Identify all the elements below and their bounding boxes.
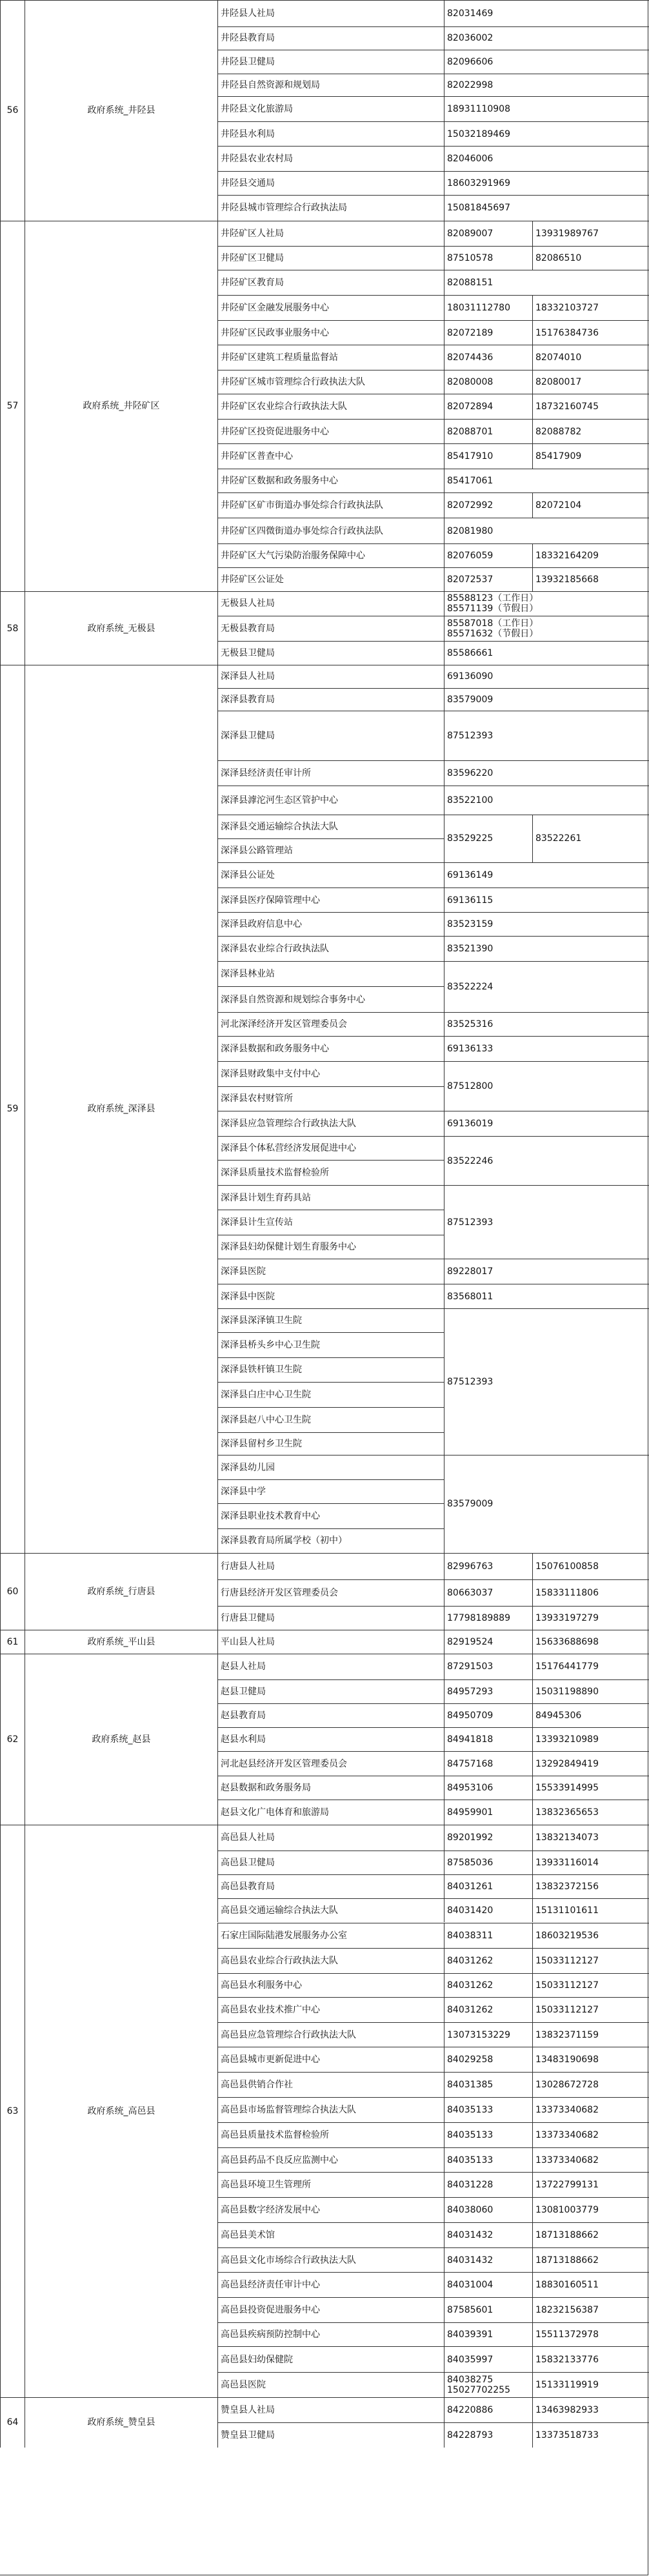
phone-secondary: 15833111806 [532, 1579, 649, 1606]
row-number: 64 [0, 2397, 25, 2448]
unit-name: 高邑县人社局 [217, 1825, 444, 1850]
phone-primary: 83529225 [444, 815, 532, 863]
phone-primary: 87291503 [444, 1654, 532, 1679]
unit-name: 深泽县农村财管所 [217, 1086, 444, 1110]
phone-secondary: 13933116014 [532, 1851, 649, 1874]
unit-name: 深泽县滹沱河生态区管护中心 [217, 786, 444, 815]
unit-name: 深泽县质量技术监督检验所 [217, 1160, 444, 1185]
unit-name: 深泽县数据和政务服务中心 [217, 1036, 444, 1061]
phone-primary: 84031385 [444, 2072, 532, 2097]
unit-name: 深泽县应急管理综合行政执法大队 [217, 1111, 444, 1136]
phone-primary: 84039391 [444, 2322, 532, 2346]
unit-name: 深泽县赵八中心卫生院 [217, 1407, 444, 1432]
row-number: 56 [0, 0, 25, 221]
unit-name: 井陉县人社局 [217, 0, 444, 26]
phone-secondary: 13393210989 [532, 1727, 649, 1751]
unit-name: 井陉矿区投资促进服务中心 [217, 419, 444, 443]
phone: 85588123（工作日） 85571139（节假日） [444, 591, 649, 615]
phone: 83523159 [444, 912, 649, 936]
phone-secondary: 15033112127 [532, 1948, 649, 1973]
phone-primary: 84031262 [444, 1948, 532, 1973]
phone-primary: 84031432 [444, 2247, 532, 2271]
unit-name: 井陉县自然资源和规划局 [217, 74, 444, 96]
phone: 82022998 [444, 74, 649, 96]
row-number: 60 [0, 1553, 25, 1630]
unit-name: 高邑县投资促进服务中心 [217, 2297, 444, 2322]
phone-primary: 18031112780 [444, 295, 532, 320]
unit-name: 高邑县城市更新促进中心 [217, 2047, 444, 2072]
unit-name: 高邑县疾病预防控制中心 [217, 2322, 444, 2346]
unit-name: 井陉县城市管理综合行政执法局 [217, 195, 444, 220]
phone-primary: 84031420 [444, 1898, 532, 1922]
system-name: 政府系统_深泽县 [25, 665, 217, 1552]
unit-name: 赵县教育局 [217, 1703, 444, 1727]
phone-secondary: 13028672728 [532, 2072, 649, 2097]
phone: 69136133 [444, 1036, 649, 1061]
phone-primary: 82072537 [444, 567, 532, 591]
phone-secondary: 13832134073 [532, 1825, 649, 1850]
unit-name: 井陉县教育局 [217, 26, 444, 49]
unit-name: 井陉矿区农业综合行政执法大队 [217, 394, 444, 419]
phone-primary: 82072992 [444, 492, 532, 518]
unit-name: 高邑县农业综合行政执法大队 [217, 1948, 444, 1973]
unit-name: 深泽县公证处 [217, 862, 444, 887]
phone: 83522100 [444, 786, 649, 815]
phone-primary: 82088701 [444, 419, 532, 443]
phone-primary: 89201992 [444, 1825, 532, 1850]
phone-secondary: 13931989767 [532, 221, 649, 246]
phone-primary: 82080008 [444, 370, 532, 394]
row-number: 62 [0, 1654, 25, 1825]
phone-secondary: 18713188662 [532, 2222, 649, 2247]
phone-primary: 82072894 [444, 394, 532, 419]
phone: 82081980 [444, 518, 649, 543]
phone: 15032189469 [444, 121, 649, 145]
phone-secondary: 18732160745 [532, 394, 649, 419]
unit-name: 高邑县文化市场综合行政执法大队 [217, 2247, 444, 2271]
phone-secondary: 82074010 [532, 345, 649, 370]
phone-secondary: 13932185668 [532, 567, 649, 591]
phone-secondary: 18830160511 [532, 2272, 649, 2297]
phone-primary: 82076059 [444, 543, 532, 567]
row-number: 61 [0, 1630, 25, 1654]
phone-secondary: 13081003779 [532, 2197, 649, 2222]
unit-name: 深泽县经济责任审计所 [217, 760, 444, 786]
unit-name: 井陉县农业农村局 [217, 146, 444, 171]
phone-primary: 84950709 [444, 1703, 532, 1727]
unit-name: 深泽县计生宣传站 [217, 1210, 444, 1235]
phone-secondary: 15176384736 [532, 320, 649, 344]
phone-primary: 82919524 [444, 1630, 532, 1654]
unit-name: 赞皇县卫健局 [217, 2422, 444, 2448]
phone-primary: 87585601 [444, 2297, 532, 2322]
phone: 85417061 [444, 469, 649, 492]
unit-name: 平山县人社局 [217, 1630, 444, 1654]
unit-name: 高邑县水利服务中心 [217, 1973, 444, 1997]
unit-name: 深泽县林业站 [217, 961, 444, 986]
unit-name: 井陉矿区民政事业服务中心 [217, 320, 444, 344]
phone-primary: 84035133 [444, 2147, 532, 2171]
row-number: 58 [0, 591, 25, 665]
unit-name: 深泽县财政集中支付中心 [217, 1061, 444, 1086]
unit-name: 井陉矿区卫健局 [217, 246, 444, 270]
system-name: 政府系统_赵县 [25, 1654, 217, 1825]
phone-primary: 84038275 15027702255 [444, 2372, 532, 2397]
phone-primary: 84959901 [444, 1800, 532, 1825]
phone-secondary: 15533914995 [532, 1776, 649, 1800]
system-name: 政府系统_赞皇县 [25, 2397, 217, 2448]
unit-name: 赵县水利局 [217, 1727, 444, 1751]
unit-name: 深泽县公路管理站 [217, 838, 444, 862]
phone-secondary: 13463982933 [532, 2397, 649, 2422]
phone-primary: 82072189 [444, 320, 532, 344]
unit-name: 井陉矿区人社局 [217, 221, 444, 246]
unit-name: 高邑县应急管理综合行政执法大队 [217, 2022, 444, 2046]
phone-primary: 17798189889 [444, 1606, 532, 1630]
phone-primary: 82996763 [444, 1553, 532, 1579]
system-name: 政府系统_井陉矿区 [25, 221, 217, 592]
unit-name: 赵县卫健局 [217, 1679, 444, 1703]
phone: 69136090 [444, 665, 649, 687]
phone-secondary: 18332103727 [532, 295, 649, 320]
phone: 69136019 [444, 1111, 649, 1136]
unit-name: 无极县卫健局 [217, 641, 444, 665]
phone-primary: 84031228 [444, 2172, 532, 2197]
unit-name: 深泽县铁杆镇卫生院 [217, 1357, 444, 1381]
phone: 83522224 [444, 961, 649, 1011]
unit-name: 深泽县职业技术教育中心 [217, 1503, 444, 1528]
system-name: 政府系统_无极县 [25, 591, 217, 665]
phone-primary: 84757168 [444, 1751, 532, 1775]
phone-primary: 84031004 [444, 2272, 532, 2297]
phone-primary: 13073153229 [444, 2022, 532, 2046]
row-number: 57 [0, 221, 25, 592]
phone-primary: 84941818 [444, 1727, 532, 1751]
phone: 83521390 [444, 936, 649, 961]
phone: 83568011 [444, 1284, 649, 1308]
unit-name: 深泽县中学 [217, 1479, 444, 1503]
system-name: 政府系统_高邑县 [25, 1825, 217, 2397]
unit-name: 井陉矿区教育局 [217, 270, 444, 295]
unit-name: 深泽县政府信息中心 [217, 912, 444, 936]
phone: 69136149 [444, 862, 649, 887]
phone: 83525316 [444, 1012, 649, 1036]
phone-secondary: 82072104 [532, 492, 649, 518]
system-name: 政府系统_井陉县 [25, 0, 217, 221]
unit-name: 高邑县农业技术推广中心 [217, 1997, 444, 2022]
unit-name: 深泽县计划生育药具站 [217, 1185, 444, 1209]
phone: 87512393 [444, 1308, 649, 1455]
phone-secondary: 15033112127 [532, 1997, 649, 2022]
phone-secondary: 15633688698 [532, 1630, 649, 1654]
unit-name: 井陉矿区大气污染防治服务保障中心 [217, 543, 444, 567]
unit-name: 高邑县妇幼保健院 [217, 2346, 444, 2371]
unit-name: 深泽县妇幼保健计划生育服务中心 [217, 1235, 444, 1259]
phone-secondary: 13722799131 [532, 2172, 649, 2197]
unit-name: 井陉矿区数据和政务服务中心 [217, 469, 444, 492]
unit-name: 赞皇县人社局 [217, 2397, 444, 2422]
phone-primary: 84035997 [444, 2346, 532, 2371]
phone-primary: 84031262 [444, 1973, 532, 1997]
phone-primary: 84957293 [444, 1679, 532, 1703]
phone-primary: 80663037 [444, 1579, 532, 1606]
phone-secondary: 82086510 [532, 246, 649, 270]
phone-primary: 84038311 [444, 1923, 532, 1948]
unit-name: 高邑县供销合作社 [217, 2072, 444, 2097]
unit-name: 深泽县白庄中心卫生院 [217, 1382, 444, 1407]
unit-name: 高邑县美术馆 [217, 2222, 444, 2247]
unit-name: 深泽县中医院 [217, 1284, 444, 1308]
phone: 82036002 [444, 26, 649, 49]
phone-secondary: 15031198890 [532, 1679, 649, 1703]
unit-name: 深泽县自然资源和规划综合事务中心 [217, 986, 444, 1011]
phone-secondary: 13373340682 [532, 2122, 649, 2147]
phone-secondary: 85417909 [532, 443, 649, 469]
unit-name: 井陉县卫健局 [217, 50, 444, 74]
unit-name: 赵县人社局 [217, 1654, 444, 1679]
unit-name: 无极县教育局 [217, 616, 444, 641]
unit-name: 井陉县文化旅游局 [217, 96, 444, 121]
unit-name: 河北深泽经济开发区管理委员会 [217, 1012, 444, 1036]
unit-name: 井陉矿区建筑工程质量监督站 [217, 345, 444, 370]
phone-primary: 84035133 [444, 2122, 532, 2147]
unit-name: 赵县数据和政务服务局 [217, 1776, 444, 1800]
unit-name: 井陉矿区普查中心 [217, 443, 444, 469]
phone: 82031469 [444, 0, 649, 26]
phone-secondary: 15176441779 [532, 1654, 649, 1679]
unit-name: 行唐县经济开发区管理委员会 [217, 1579, 444, 1606]
unit-name: 河北赵县经济开发区管理委员会 [217, 1751, 444, 1775]
phone-secondary: 13373340682 [532, 2097, 649, 2122]
phone-primary: 82074436 [444, 345, 532, 370]
phone: 69136115 [444, 887, 649, 911]
phone: 87512393 [444, 1185, 649, 1259]
phone-secondary: 13292849419 [532, 1751, 649, 1775]
unit-name: 高邑县教育局 [217, 1874, 444, 1898]
unit-name: 井陉矿区矿市街道办事处综合行政执法队 [217, 492, 444, 518]
system-name: 政府系统_行唐县 [25, 1553, 217, 1630]
phone-secondary: 15511372978 [532, 2322, 649, 2346]
phone-primary: 84953106 [444, 1776, 532, 1800]
phone-secondary: 13933197279 [532, 1606, 649, 1630]
unit-name: 井陉矿区城市管理综合行政执法大队 [217, 370, 444, 394]
unit-name: 高邑县卫健局 [217, 1851, 444, 1874]
phone: 83522246 [444, 1136, 649, 1186]
unit-name: 深泽县卫健局 [217, 711, 444, 760]
unit-name: 赵县文化广电体育和旅游局 [217, 1800, 444, 1825]
unit-name: 井陉矿区四微街道办事处综合行政执法队 [217, 518, 444, 543]
phone: 82046006 [444, 146, 649, 171]
phone-primary: 84029258 [444, 2047, 532, 2072]
phone: 82088151 [444, 270, 649, 295]
unit-name: 井陉矿区公证处 [217, 567, 444, 591]
unit-name: 深泽县教育局所属学校（初中） [217, 1528, 444, 1552]
phone: 18931110908 [444, 96, 649, 121]
unit-name: 高邑县环境卫生管理所 [217, 2172, 444, 2197]
unit-name: 无极县人社局 [217, 591, 444, 615]
phone-secondary: 15076100858 [532, 1553, 649, 1579]
row-number: 63 [0, 1825, 25, 2397]
phone-primary: 84031261 [444, 1874, 532, 1898]
phone-primary: 84031432 [444, 2222, 532, 2247]
phone-secondary: 13832371159 [532, 2022, 649, 2046]
phone: 83579009 [444, 688, 649, 711]
phone-secondary: 15832133776 [532, 2346, 649, 2371]
phone-secondary: 13832365653 [532, 1800, 649, 1825]
unit-name: 井陉县水利局 [217, 121, 444, 145]
unit-name: 高邑县市场监督管理综合执法大队 [217, 2097, 444, 2122]
phone-primary: 84220886 [444, 2397, 532, 2422]
phone-primary: 87510578 [444, 246, 532, 270]
phone-secondary: 18232156387 [532, 2297, 649, 2322]
unit-name: 深泽县留村乡卫生院 [217, 1432, 444, 1455]
phone-secondary: 18713188662 [532, 2247, 649, 2271]
unit-name: 高邑县数字经济发展中心 [217, 2197, 444, 2222]
unit-name: 井陉矿区金融发展服务中心 [217, 295, 444, 320]
phone: 87512800 [444, 1061, 649, 1111]
phone: 83596220 [444, 760, 649, 786]
phone: 89228017 [444, 1259, 649, 1284]
phone-secondary: 83522261 [532, 815, 649, 863]
phone-primary: 84035133 [444, 2097, 532, 2122]
unit-name: 行唐县人社局 [217, 1553, 444, 1579]
phone-primary: 84031262 [444, 1997, 532, 2022]
unit-name: 深泽县医疗保障管理中心 [217, 887, 444, 911]
unit-name: 深泽县深泽镇卫生院 [217, 1308, 444, 1332]
phone-primary: 82089007 [444, 221, 532, 246]
unit-name: 深泽县交通运输综合执法大队 [217, 815, 444, 838]
phone-primary: 87585036 [444, 1851, 532, 1874]
phone: 85586661 [444, 641, 649, 665]
unit-name: 深泽县医院 [217, 1259, 444, 1284]
unit-name: 高邑县经济责任审计中心 [217, 2272, 444, 2297]
unit-name: 深泽县桥头乡中心卫生院 [217, 1332, 444, 1357]
row-number: 59 [0, 665, 25, 1552]
phone-secondary: 15033112127 [532, 1973, 649, 1997]
phone: 83579009 [444, 1455, 649, 1552]
phone-secondary: 13373518733 [532, 2422, 649, 2448]
phone-secondary: 15133119919 [532, 2372, 649, 2397]
unit-name: 高邑县交通运输综合执法大队 [217, 1898, 444, 1922]
unit-name: 高邑县质量技术监督检验所 [217, 2122, 444, 2147]
unit-name: 深泽县个体私营经济发展促进中心 [217, 1136, 444, 1160]
phone: 87512393 [444, 711, 649, 760]
unit-name: 井陉县交通局 [217, 171, 444, 195]
phone-secondary: 82080017 [532, 370, 649, 394]
phone: 85587018（工作日） 85571632（节假日） [444, 616, 649, 641]
phone-secondary: 13832372156 [532, 1874, 649, 1898]
phone-secondary: 18603219536 [532, 1923, 649, 1948]
phone-secondary: 13483190698 [532, 2047, 649, 2072]
phone-primary: 84038060 [444, 2197, 532, 2222]
phone-secondary: 13373340682 [532, 2147, 649, 2171]
phone-primary: 85417910 [444, 443, 532, 469]
system-name: 政府系统_平山县 [25, 1630, 217, 1654]
unit-name: 深泽县人社局 [217, 665, 444, 687]
unit-name: 行唐县卫健局 [217, 1606, 444, 1630]
unit-name: 深泽县农业综合行政执法队 [217, 936, 444, 961]
unit-name: 高邑县药品不良反应监测中心 [217, 2147, 444, 2171]
phone: 82096606 [444, 50, 649, 74]
phone: 18603291969 [444, 171, 649, 195]
phone-secondary: 84945306 [532, 1703, 649, 1727]
unit-name: 高邑县医院 [217, 2372, 444, 2397]
phone-secondary: 15131101611 [532, 1898, 649, 1922]
phone-secondary: 82088782 [532, 419, 649, 443]
phone-secondary: 18332164209 [532, 543, 649, 567]
phone: 15081845697 [444, 195, 649, 220]
phone-primary: 84228793 [444, 2422, 532, 2448]
unit-name: 石家庄国际陆港发展服务办公室 [217, 1923, 444, 1948]
unit-name: 深泽县幼儿园 [217, 1455, 444, 1479]
unit-name: 深泽县教育局 [217, 688, 444, 711]
